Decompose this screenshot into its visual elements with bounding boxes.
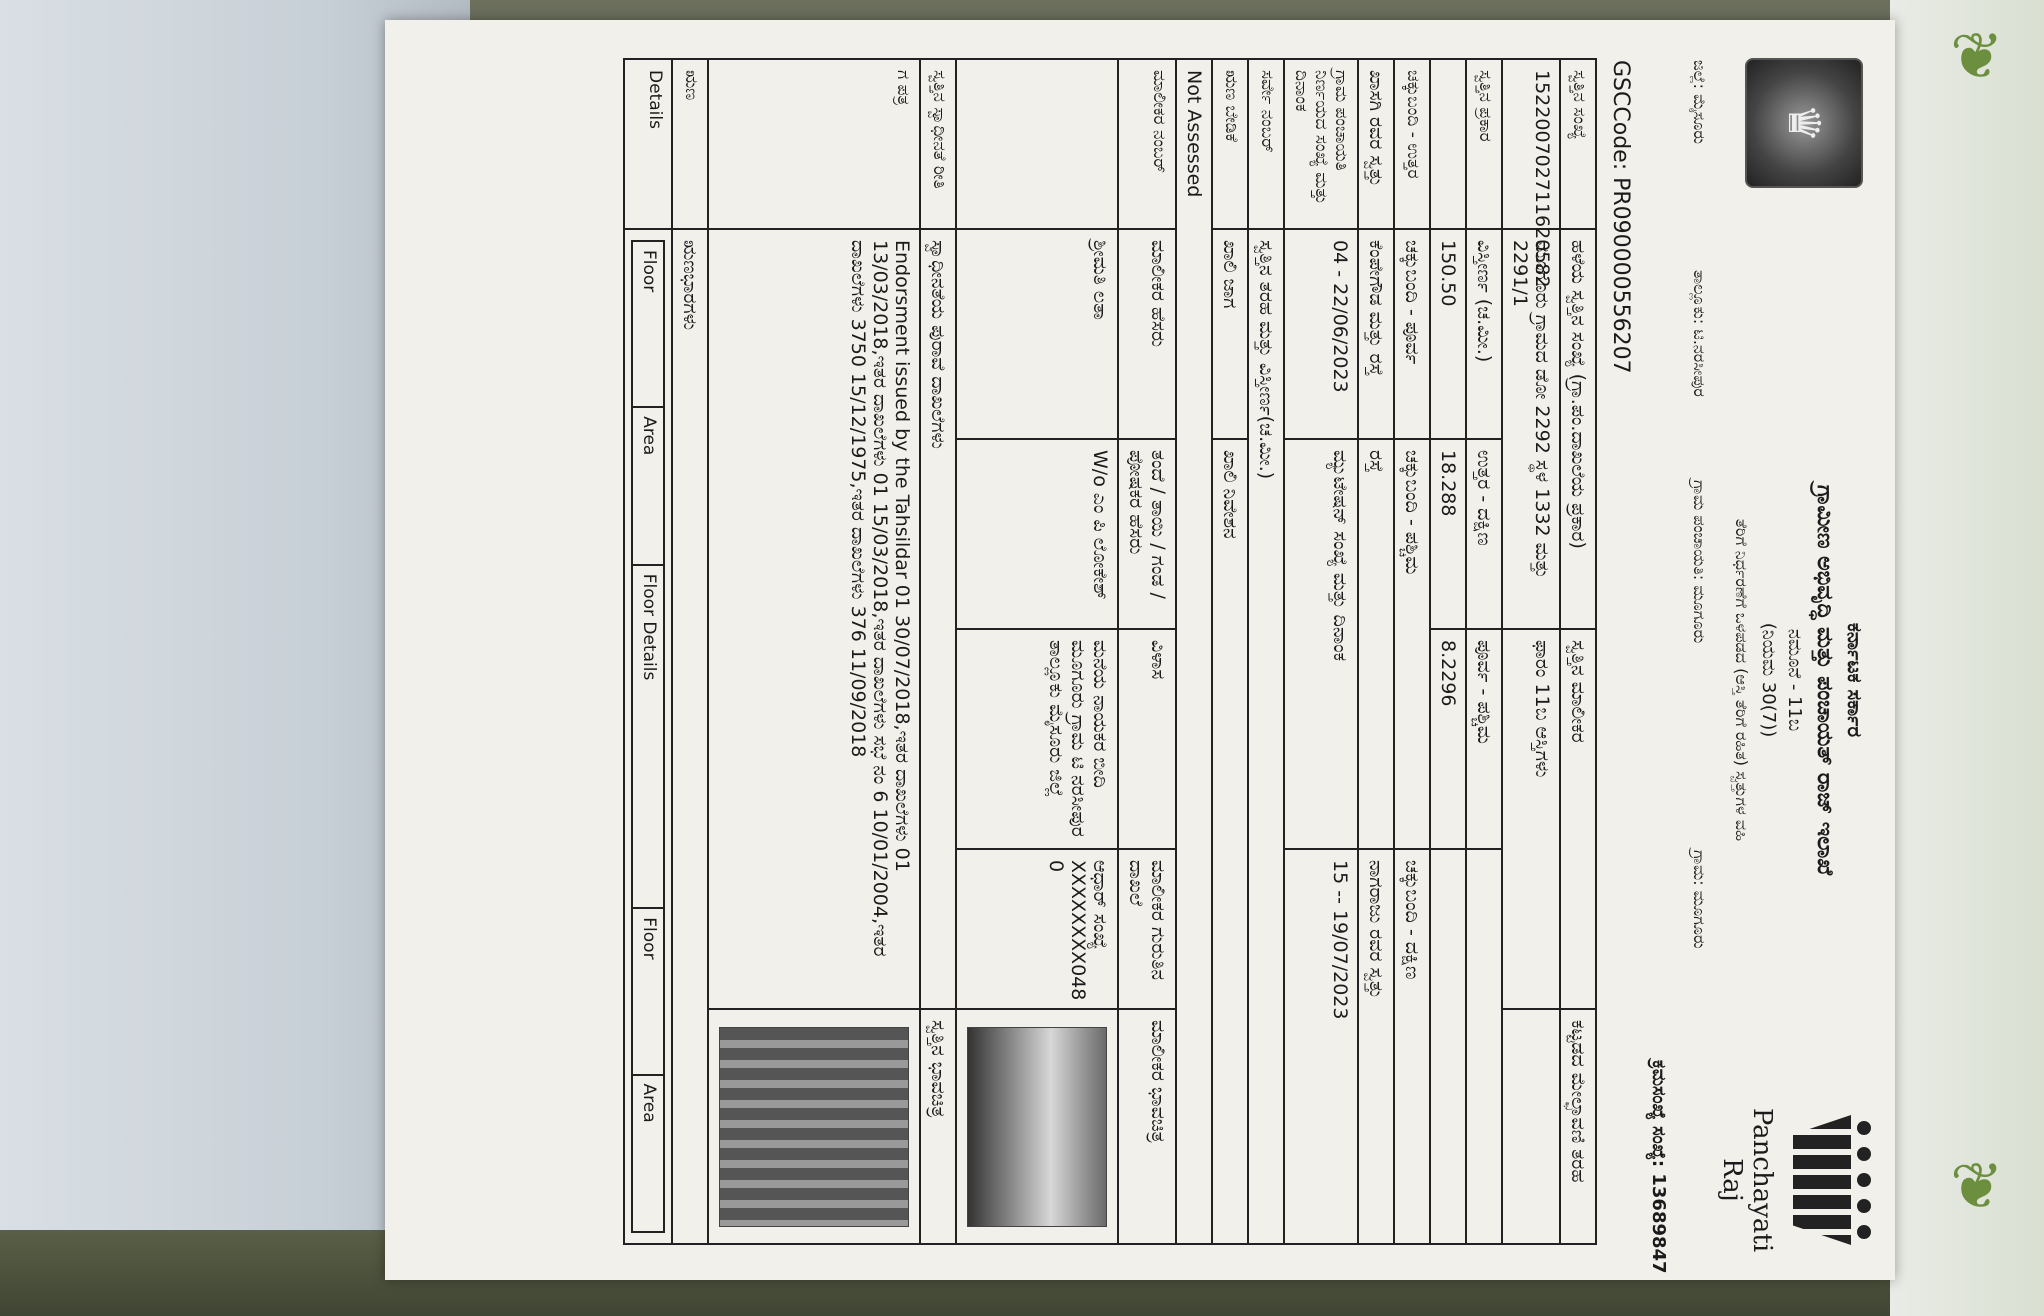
boundary-north-label: ಚಕ್ಕುಬಂದಿ - ಉತ್ತರ: [1394, 59, 1430, 229]
district-label: ಜಿಲ್ಲೆ: ಮೈಸೂರು: [1690, 60, 1709, 144]
table-row: [1430, 59, 1466, 1244]
owner-photo: [967, 1027, 1107, 1227]
property-photo-head: ಸ್ವತ್ತಿನ ಭಾವಚಿತ್ರ: [920, 1009, 956, 1244]
table-row: [672, 59, 708, 1244]
details-label: Details: [624, 59, 672, 229]
resolution-value: 04 - 22/06/2023: [1284, 229, 1358, 439]
prop-id-label-old: ಹಳೆಯ ಸ್ವತ್ತಿನ ಸಂಖ್ಯೆ (ಗ್ರಾ.ಪಂ.ದಾಖಲೆಯ ಪ್ರಕಾರ): [1560, 229, 1596, 629]
table-row: [624, 59, 672, 1244]
prop-type: ಫಾರಂ 11ಬ ಆಸ್ತಿಗಳು: [1502, 629, 1560, 1009]
prop-id: 152200702711620582: [1502, 59, 1560, 229]
dept-title: ಗ್ರಾಮೀಣ ಅಭಿವೃದ್ಧಿ ಮತ್ತು ಪಂಚಾಯತ್ ರಾಜ್ ಇಲಾಖೆ: [1812, 484, 1837, 876]
village-label: ಗ್ರಾಮ: ಮೂಗೂರು: [1690, 850, 1709, 949]
panchayati-raj-logo-icon: [1785, 1115, 1871, 1245]
tax-label: ಋಣ ಬೇಡಿಕೆ: [1212, 59, 1248, 229]
survey-head: ಸ್ವತ್ತಿನ ತರಹ ಮತ್ತು ವಿಸ್ತೀರ್ಣ(ಚ.ಮೀ.): [1248, 229, 1284, 1244]
old-number: ಮೂಗೂರು ಗ್ರಾಮದ ಡೋ 2292 ಸ್ಥಳ 1332 ಮತ್ತು 2291/1: [1502, 229, 1560, 629]
boundary-west: ರಸ್ತೆ: [1358, 439, 1394, 849]
ns-head: ಪೂರ್ವ - ಪಶ್ಚಿಮ: [1466, 629, 1502, 849]
floor-head-2: Floor: [632, 908, 664, 1074]
owner-name: ಶ್ರೀಮತಿ ಲತಾ: [956, 229, 1118, 439]
area-value: 150.50: [1430, 229, 1466, 439]
loan-label: ಋಣ: [672, 59, 708, 229]
background-paper-edge: [1890, 0, 2044, 1316]
property-photo: [719, 1027, 909, 1227]
owner-id-type: ಆಧಾರ್ ಸಂಖ್ಯೆ: [1089, 860, 1111, 950]
owner-number-label: ಮಾಲೀಕರ ನಂಬರ್: [1118, 59, 1176, 229]
boundary-north: ಖಾಸಗಿ ರವರ ಸ್ವತ್ತು: [1358, 59, 1394, 229]
owner-address-head: ವಿಳಾಸ: [1118, 629, 1176, 849]
leaf-ornament-icon: ❦: [1950, 1150, 2004, 1224]
owner-photo-head: ಮಾಲೀಕರ ಭಾವಚಿತ್ರ: [1118, 1009, 1176, 1244]
docs-head: ಸ್ವಾಧೀನತೆಯ ಪುರಾವೆ ದಾಖಲೆಗಳು: [920, 229, 956, 1009]
gs-code: GSCCode: PR090000556207: [1608, 60, 1633, 374]
area-head: ವಿಸ್ತೀರ್ಣ (ಚ.ಮೀ.): [1466, 229, 1502, 439]
tax-value-2: ಖಾಲಿ ನಿವೇಶನ: [1212, 439, 1248, 1244]
mutation-value: 15 -- 19/07/2023: [1284, 849, 1358, 1244]
table-row: [1176, 59, 1212, 1244]
building-label: ಕಟ್ಟಡದ ಮೇಲ್ಛಾವಣಿ ತರಹ: [1560, 1009, 1596, 1244]
owner-name-head: ಮಾಲೀಕರ ಹೆಸರು: [1118, 229, 1176, 439]
table-row: [1560, 59, 1596, 1244]
boundary-south-label: ಚಕ್ಕುಬಂದಿ - ದಕ್ಷಿಣ: [1394, 849, 1430, 1244]
prop-id-label: ಸ್ವತ್ತಿನ ಸಂಖ್ಯೆ: [1560, 59, 1596, 229]
table-row: [708, 59, 920, 1244]
leaf-ornament-icon: ❦: [1950, 20, 2004, 94]
serial-number: ಕ್ರಮಸಂಖ್ಯೆ ಸಂಖ್ಯೆ: 13689847: [1648, 1060, 1669, 1274]
rule-number: (ನಿಯಮ 30(7)): [1758, 622, 1779, 738]
property-table: [623, 58, 1597, 1245]
gp-label: ಗ್ರಾಮ ಪಂಚಾಯತಿ: ಮೂಗೂರು: [1690, 480, 1709, 644]
brand-name: Panchayati Raj: [1717, 1107, 1777, 1253]
boundary-south: ನಾಗರಾಜು ರವರ ಸ್ವತ್ತು: [1358, 849, 1394, 1244]
floor-details-head: Floor Details: [632, 565, 664, 909]
owner-id-2: 0: [1045, 860, 1067, 873]
floor-head: Floor: [632, 241, 664, 407]
tax-value: ಖಾಲಿ ಜಾಗ: [1212, 229, 1248, 439]
mutation-label: ಮ್ಯುಟೇಷನ್ ಸಂಖ್ಯೆ ಮತ್ತು ದಿನಾಂಕ: [1284, 439, 1358, 849]
owner-relation-head: ತಂದೆ / ತಾಯಿ / ಗಂಡ / ಪೋಷಕರ ಹೆಸರು: [1118, 439, 1176, 629]
area-col-head-2: Area: [632, 1075, 664, 1233]
boundary-east-label: ಚಕ್ಕುಬಂದಿ - ಪೂರ್ವ: [1394, 229, 1430, 439]
document-sheet: [385, 20, 1895, 1280]
table-row: [1248, 59, 1284, 1244]
govt-title: ಕರ್ನಾಟಕ ಸರ್ಕಾರ: [1843, 622, 1867, 738]
area-col-head: Area: [632, 407, 664, 564]
ns-value: 8.2296: [1430, 629, 1466, 849]
table-row: [1118, 59, 1176, 1244]
table-row: [1284, 59, 1358, 1244]
table-row: [1466, 59, 1502, 1244]
table-row: [956, 59, 1118, 1244]
form-subtitle: ತೆರಿಗೆ ನಿರ್ಧರಣೆಗೆ ಒಳಪಡದ (ಆಸ್ತಿ ತೆರಿಗೆ ರಹಿತ) ಸ್ವತ್ತುಗಳ ವಹಿ: [1732, 518, 1751, 842]
boundary-west-label: ಚಕ್ಕುಬಂದಿ - ಪಶ್ಚಿಮ: [1394, 439, 1430, 849]
owner-relation: W/o ಎಂ ಪಿ ಲೋಕೇಶ್: [956, 439, 1118, 629]
state-emblem-icon: ♛: [1745, 58, 1863, 188]
loan-value: ಋಣಭಾರಗಳು: [672, 229, 708, 1244]
table-row: [1358, 59, 1394, 1244]
table-row: [1502, 59, 1560, 1244]
owner-id: XXXXXXXX048: [1067, 860, 1089, 1001]
table-row: [1394, 59, 1430, 1244]
table-row: [1212, 59, 1248, 1244]
type-label: ಸ್ವತ್ತಿನ ಪ್ರಕಾರ: [1466, 59, 1502, 229]
cert-label: ಗ ಪತ್ರ: [708, 59, 920, 229]
form-number: ನಮೂನೆ - 11ಬ: [1784, 628, 1805, 732]
owner-address: ಮನೆಯ ನಾಯಕರ ಬೀದಿ ಮೂಗೂರು ಗ್ರಾಮ ಟಿ ನರಸೀಪುರ ತಾಲ್ಲೂಕು ಮೈಸೂರು ಜಿಲ್ಲೆ: [956, 629, 1118, 849]
table-row: [920, 59, 956, 1244]
resolution-label: ಗ್ರಾಮ ಪಂಚಾಯತಿ ನಿರ್ಣಯದ ಸಂಖ್ಯೆ ಮತ್ತು ದಿನಾಂಕ: [1284, 59, 1358, 229]
taluk-label: ತಾಲ್ಲೂಕು: ಟಿ.ನರಸೀಪುರ: [1690, 270, 1709, 397]
ew-head: ಉತ್ತರ - ದಕ್ಷಿಣ: [1466, 439, 1502, 629]
assessed-label: Not Assessed: [1176, 59, 1212, 1244]
docs-text: Endorsment issued by the Tahsildar 01 30/07/2018,ಇತರ ದಾಖಲೆಗಳು 01 13/03/2018,ಇತರ ದಾಖಲೆಗಳು 01 15/03/2018,ಇತರ ದಾಖಲೆಗಳು ಸಭೆ ನಂ 6 10/01/2004,ಇತರ ದಾಖಲೆಗಳು 3750 15/12/1975,ಇತರ ದಾಖಲೆಗಳು 376 11/09/2018: [708, 229, 920, 1009]
docs-label: ಸ್ವತ್ತಿನ ಸ್ವಾಧೀನತೆ ರೀತಿ: [920, 59, 956, 229]
floor-table: [631, 240, 665, 1233]
owner-id-head: ಮಾಲೀಕರ ಗುರುತಿನ ದಾಖಲೆ: [1118, 849, 1176, 1009]
boundary-east: ಕೆಂಪೇಗೌಡ ಮತ್ತು ರಸ್ತೆ: [1358, 229, 1394, 439]
survey-label: ಸರ್ವೇ ನಂಬರ್: [1248, 59, 1284, 229]
prop-type-label: ಸ್ವತ್ತಿನ ಮಾಲೀಕರ: [1560, 629, 1596, 1009]
ew-value: 18.288: [1430, 439, 1466, 629]
